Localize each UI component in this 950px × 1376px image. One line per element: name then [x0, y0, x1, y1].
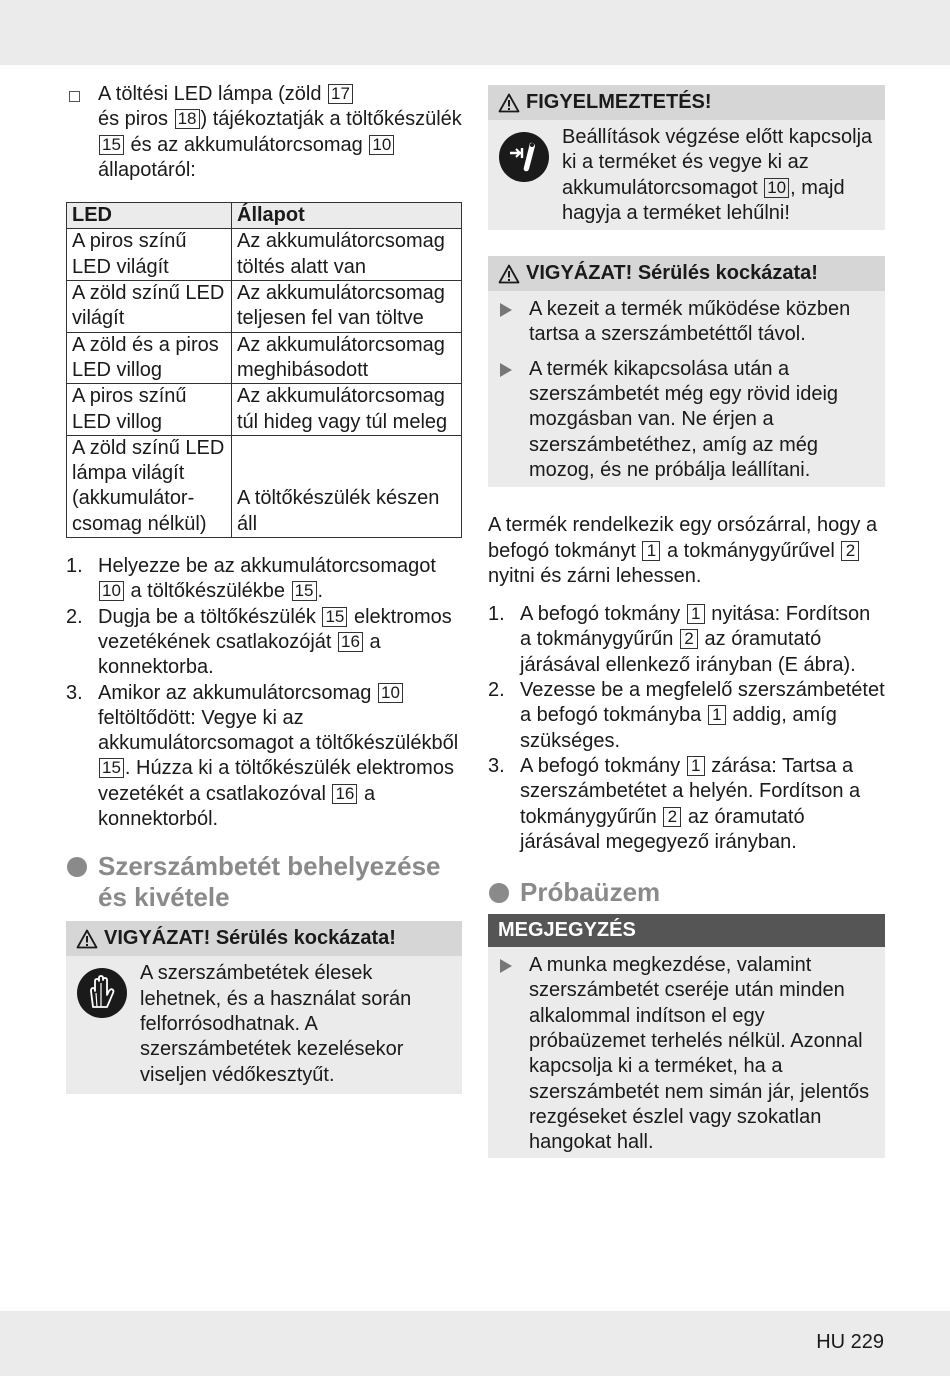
warning-box-tools	[66, 921, 462, 1093]
warning-text-part: Beállítások végzése előtt kapcsolja ki a terméket és vegye ki az akkumulátorcsomagot	[562, 126, 873, 199]
header-band	[0, 0, 950, 65]
step-text: Helyezze be az akkumulátorcsomagot	[98, 555, 436, 578]
ref-number: 1	[708, 705, 726, 725]
paragraph-text: a tokmánygyűrűvel	[661, 539, 841, 562]
table-row	[67, 281, 462, 333]
table-row	[67, 384, 462, 436]
ref-number: 15	[292, 581, 317, 601]
table-header-led: LED	[67, 203, 232, 229]
step-text: elektromos vezetékének csatlakozóját	[98, 605, 452, 653]
table-cell: Az akkumulátorcsomag töltés alatt van	[232, 229, 462, 281]
section-bullet-icon	[489, 883, 509, 903]
warning-body	[488, 120, 885, 230]
list-item	[498, 297, 875, 348]
ref-number: 10	[764, 178, 789, 198]
step-text: az óramutató járásával megegyező irányban.	[520, 805, 805, 853]
list-item	[498, 953, 875, 1155]
warning-text: A szerszámbetétek élesek lehetnek, és a használat során felforrósodhatnak. A szerszámbetétek kezelésekor viseljen védőkesztyűt.	[140, 962, 412, 1086]
section-title-text: Szerszámbetét behelyezése és kivétele	[98, 851, 441, 913]
list-item	[66, 605, 462, 681]
ref-number: 16	[332, 784, 357, 804]
warning-text-part: , majd hagyja a terméket lehűlni!	[562, 176, 845, 224]
warning-items-list	[488, 291, 885, 487]
list-item	[498, 357, 875, 483]
arrow-bullet-icon	[500, 303, 512, 317]
warning-body	[66, 956, 462, 1093]
warning-box-settings	[488, 85, 885, 230]
table-cell: A piros színű LED világít	[67, 229, 232, 281]
step-text: a konnektorból.	[98, 782, 376, 831]
step-number: 3.	[66, 681, 83, 704]
gloves-icon	[76, 967, 128, 1019]
warning-title: FIGYELMEZTETÉS!	[526, 91, 712, 113]
chuck-steps-list	[488, 602, 885, 855]
ref-number: 15	[322, 607, 347, 627]
page-number: HU 229	[816, 1331, 884, 1353]
ref-number: 2	[663, 807, 681, 827]
note-header: MEGJEGYZÉS	[488, 914, 885, 947]
table-cell: Az akkumulátorcsomag teljesen fel van töltve	[232, 281, 462, 333]
step-text: a konnektorba.	[98, 630, 381, 679]
warning-text	[562, 125, 875, 226]
step-text: a töltőkészülékbe	[124, 580, 291, 603]
list-item	[66, 554, 462, 605]
intro-text: állapotáról:	[98, 158, 196, 181]
warning-title: VIGYÁZAT! Sérülés kockázata!	[104, 927, 396, 950]
ref-number: 10	[378, 683, 403, 703]
warning-item-text: A kezeit a termék működése közben tartsa a szerszámbetéttől távol.	[529, 298, 851, 346]
table-cell: Az akkumulátorcsomag túl hideg vagy túl meleg	[232, 384, 462, 436]
pictogram-container	[498, 125, 550, 226]
warning-triangle-icon	[498, 264, 520, 284]
right-column	[488, 85, 885, 1158]
step-text: az óramutató járásával ellenkező irányban (E ábra).	[520, 628, 856, 676]
step-text: nyitása: Fordítson a tokmánygyűrűn	[520, 603, 871, 651]
step-text: feltöltődött: Vegye ki az akkumulátorcsomagot a töltőkészülékből	[98, 706, 459, 755]
intro-text: ) tájékoztatják a töltőkészülék	[200, 108, 462, 131]
section-title-tool-insert	[66, 851, 462, 913]
ref-number: 15	[99, 135, 124, 155]
ref-number: 10	[99, 581, 124, 601]
pictogram-container	[76, 961, 128, 1087]
left-column	[66, 80, 462, 1094]
intro-text: és az akkumulátorcsomag	[124, 133, 369, 156]
warning-item-text: A termék kikapcsolása után a szerszámbetét még egy rövid ideig mozgásban van. Ne érjen a szerszámbetéthez, amíg az még mozog, és ne próbálja leállítani.	[529, 357, 839, 481]
table-header-row	[67, 203, 462, 229]
arrow-bullet-icon	[500, 363, 512, 377]
table-cell: Az akkumulátorcsomag meghibásodott	[232, 332, 462, 384]
warning-triangle-icon	[498, 93, 520, 113]
led-status-table	[66, 202, 462, 538]
table-row	[67, 332, 462, 384]
table-row	[67, 229, 462, 281]
warning-box-injury	[488, 256, 885, 487]
ref-number: 18	[175, 109, 200, 129]
charging-steps-list	[66, 554, 462, 832]
list-item	[488, 678, 885, 754]
table-cell: A töltőkészülék készen áll	[232, 435, 462, 537]
ref-number: 2	[841, 541, 859, 561]
warning-header	[488, 85, 885, 120]
section-title-text: Próbaüzem	[520, 877, 661, 908]
table-cell: A zöld színű LED lámpa világít (akkumulátor-csomag nélkül)	[67, 435, 232, 537]
ref-number: 15	[99, 758, 124, 778]
step-text: Dugja be a töltőkészülék	[98, 605, 322, 628]
paragraph-text: A termék rendelkezik egy orsózárral, hogy a befogó tokmányt	[488, 514, 878, 562]
list-item	[488, 602, 885, 678]
table-header-status: Állapot	[232, 203, 462, 229]
ref-number: 1	[687, 604, 705, 624]
step-text: Amikor az akkumulátorcsomag	[98, 681, 377, 704]
note-items-list	[488, 947, 885, 1157]
arrow-bullet-icon	[500, 959, 512, 973]
step-text: .	[317, 580, 324, 603]
warning-triangle-icon	[76, 929, 98, 949]
ref-number: 2	[680, 629, 698, 649]
step-number: 3.	[488, 754, 505, 777]
checkbox-bullet-icon	[69, 91, 80, 102]
ref-number: 16	[338, 632, 363, 652]
step-number: 2.	[488, 679, 505, 702]
ref-number: 1	[642, 541, 660, 561]
table-cell: A piros színű LED villog	[67, 384, 232, 436]
step-text: A befogó tokmány	[520, 603, 686, 626]
section-bullet-icon	[67, 857, 87, 877]
step-number: 2.	[66, 605, 83, 628]
warning-title: VIGYÁZAT! Sérülés kockázata!	[526, 262, 818, 285]
paragraph-text: nyitni és zárni lehessen.	[488, 564, 702, 587]
intro-text: A töltési LED lámpa (zöld	[98, 83, 327, 105]
step-text: A befogó tokmány	[520, 754, 686, 777]
unplug-icon	[498, 131, 550, 183]
list-item	[66, 681, 462, 833]
ref-number: 17	[328, 84, 353, 104]
note-box	[488, 914, 885, 1157]
step-text: zárása: Tartsa a szerszámbetétet a helyén. Fordítson a tokmánygyűrűn	[520, 754, 861, 828]
step-text: Vezesse be a megfelelő szerszámbetétet a befogó tokmányba	[520, 679, 885, 727]
footer-band	[0, 1311, 950, 1376]
step-number: 1.	[488, 603, 505, 626]
intro-text: és piros	[98, 108, 174, 131]
section-title-test-run	[488, 877, 885, 908]
warning-header	[488, 256, 885, 291]
warning-header	[66, 921, 462, 956]
step-text: addig, amíg szükséges.	[520, 704, 837, 752]
table-cell: A zöld színű LED világít	[67, 281, 232, 333]
table-cell: A zöld és a piros LED villog	[67, 332, 232, 384]
list-item	[488, 754, 885, 855]
chuck-paragraph	[488, 513, 885, 589]
note-text: A munka megkezdése, valamint szerszámbetét cseréje után minden alkalommal indítson el egy próbaüzemet terhelés nélkül. Azonnal kapcsolja ki a terméket, ha a szerszámbetét nem simán jár, jelentős rezgéseket észlel vagy szokatlan hangokat hall.	[529, 954, 870, 1154]
ref-number: 1	[687, 756, 705, 776]
intro-paragraph	[66, 82, 462, 183]
table-row	[67, 435, 462, 537]
step-number: 1.	[66, 555, 83, 578]
ref-number: 10	[369, 135, 394, 155]
step-text: . Húzza ki a töltőkészülék elektromos vezetékét a csatlakozóval	[98, 757, 454, 805]
